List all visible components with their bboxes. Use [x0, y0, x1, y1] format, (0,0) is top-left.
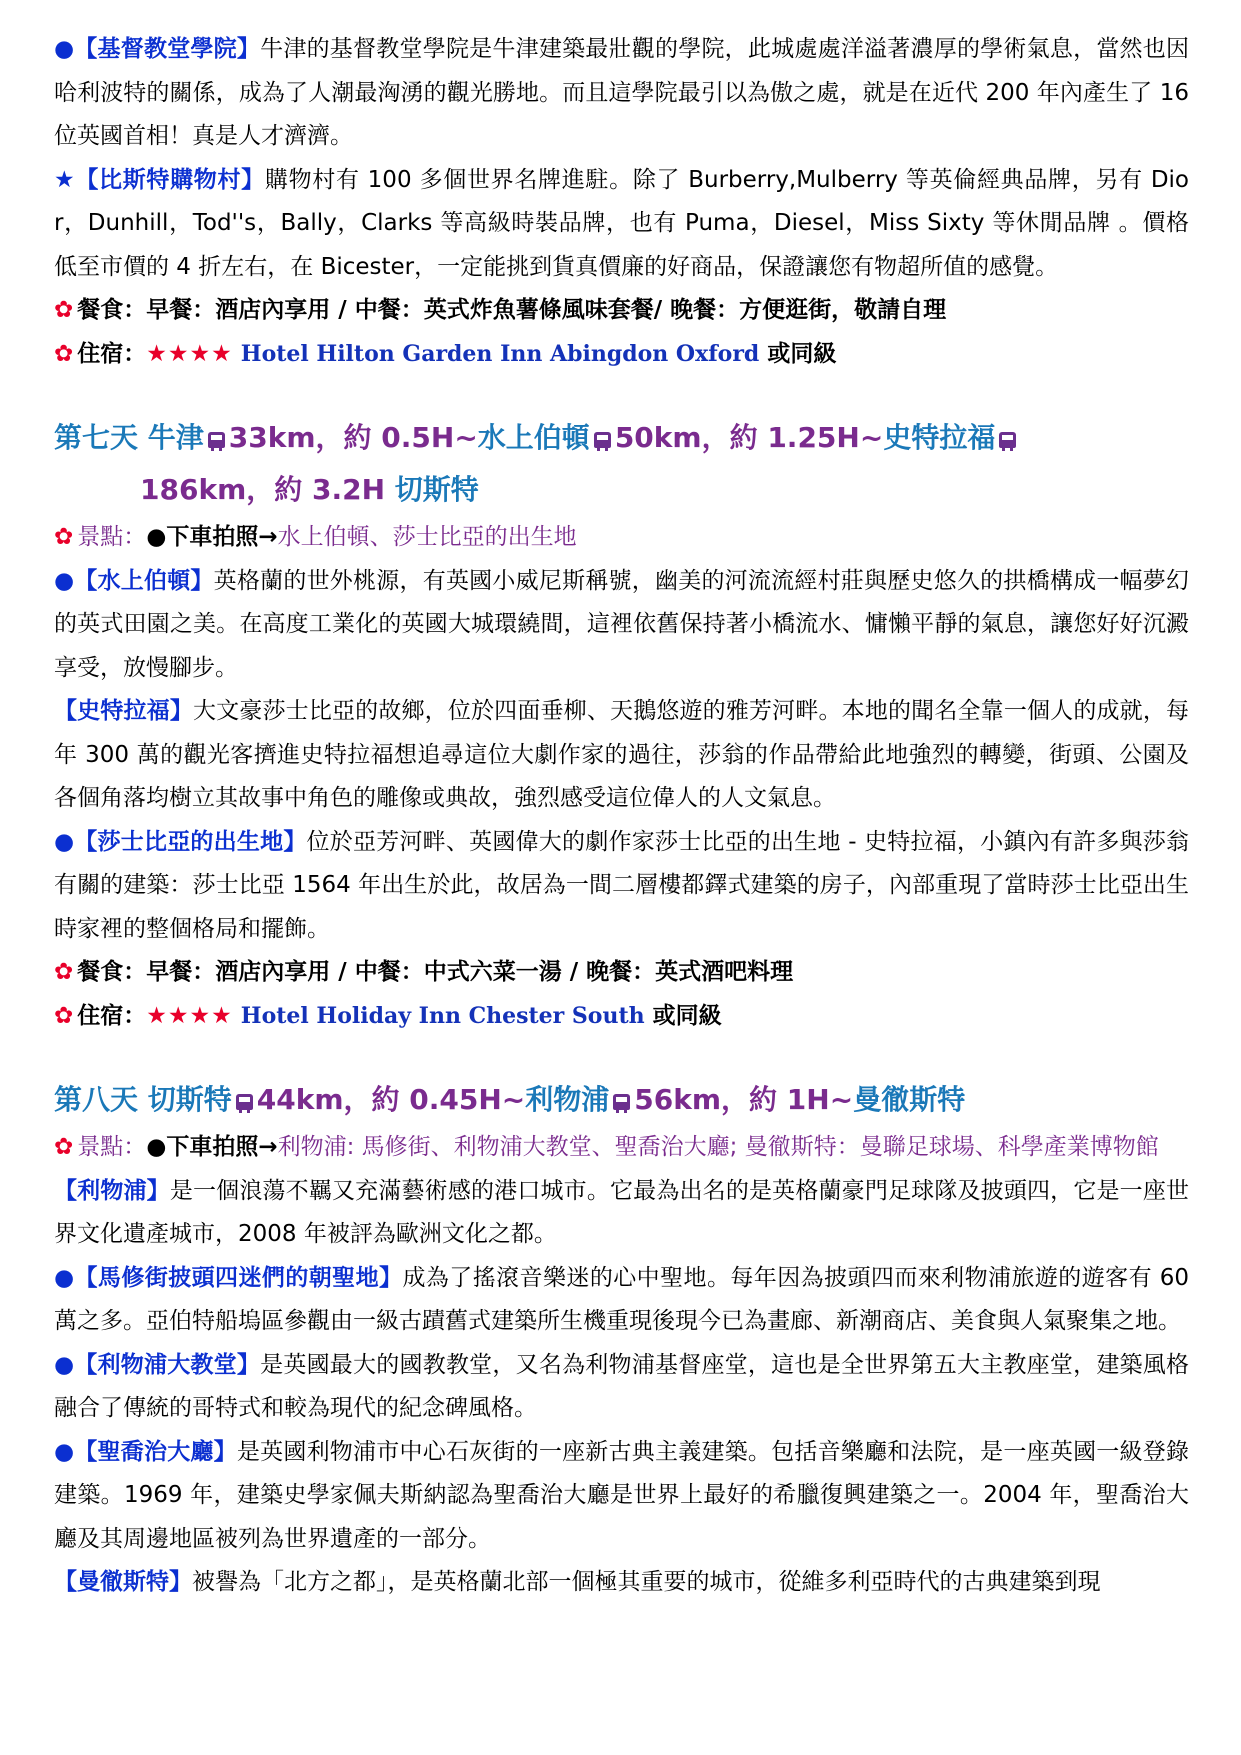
hotel-suffix: 或同級 — [644, 1002, 722, 1029]
section-title: 【利物浦】 — [54, 1177, 170, 1204]
flower-icon: ✿ — [54, 297, 74, 323]
route-distance: 33km，約 0.5H~ — [228, 421, 478, 454]
hotel-line — [54, 995, 1189, 1039]
flower-icon: ✿ — [54, 340, 74, 367]
section-title: 【曼徹斯特】 — [54, 1569, 192, 1595]
hotel-label: 住宿： — [77, 340, 147, 367]
bullet-icon: ● — [54, 567, 75, 594]
section-text: 是一個浪蕩不羈又充滿藝術感的港口城市。它最為出名的是英格蘭豪門足球隊及披頭四，它是一座世界文化遺產城市，2008 年被評為歐洲文化之都。 — [54, 1177, 1190, 1247]
bullet-icon: ● — [54, 36, 75, 62]
paragraph-stratford — [54, 690, 1189, 821]
bus-icon — [594, 432, 611, 448]
meal-line — [54, 951, 1189, 995]
paragraph-manchester — [54, 1561, 1189, 1605]
section-text: 是英國利物浦市中心石灰街的一座新古典主義建築。包括音樂廳和法院，是一座英國一級登錄建築。1969 年，建築史學家佩夫斯納認為聖喬治大廳是世界上最好的希臘復興建築之一。2004 年，聖喬治大廳及其周邊地區被列為世界遺產的一部分。 — [54, 1438, 1189, 1552]
spots-line — [54, 516, 1189, 560]
paragraph-liverpool-cathedral — [54, 1344, 1189, 1431]
star-icon: ★ — [54, 166, 76, 193]
meal-text: 餐食：早餐：酒店內享用 / 中餐：英式炸魚薯條風味套餐/ 晚餐：方便逛街，敬請自理 — [77, 297, 947, 323]
meal-text: 餐食：早餐：酒店內享用 / 中餐：中式六菜一湯 / 晚餐：英式酒吧料理 — [77, 959, 794, 985]
section-title: 【莎士比亞的出生地】 — [74, 828, 307, 855]
bus-icon — [999, 432, 1016, 448]
hotel-name: Hotel Holiday Inn Chester South — [240, 1002, 645, 1029]
hotel-stars: ★★★★ — [146, 1002, 233, 1029]
route-distance: 44km，約 0.45H~ — [256, 1083, 526, 1116]
route-distance: 50km，約 1.25H~ — [614, 421, 884, 454]
flower-icon: ✿ — [54, 1002, 74, 1029]
route-distance: 186km，約 3.2H — [140, 473, 395, 506]
spots-prefix: ●下車拍照→ — [146, 1134, 278, 1160]
section-title: 【基督教堂學院】 — [74, 36, 261, 62]
spots-label: 景點： — [77, 1134, 147, 1160]
route-city: 牛津 — [147, 421, 204, 454]
bus-icon — [236, 1094, 253, 1110]
section-title: 【史特拉福】 — [54, 698, 193, 724]
spots-list: 水上伯頓、莎士比亞的出生地 — [277, 524, 577, 550]
paragraph-mathew-street — [54, 1257, 1189, 1344]
section-text: 大文豪莎士比亞的故鄉，位於四面垂柳、天鵝悠遊的雅芳河畔。本地的聞名全靠一個人的成就，每年 300 萬的觀光客擠進史特拉福想追尋這位大劇作家的過往，莎翁的作品帶給此地強烈的轉變，街頭、公園及各個角落均樹立其故事中角色的雕像或典故，強烈感受這位偉人的人文氣息。 — [54, 698, 1190, 811]
spots-prefix: ●下車拍照→ — [146, 524, 278, 550]
bullet-icon: ● — [54, 1351, 75, 1378]
paragraph-st-georges-hall — [54, 1431, 1189, 1562]
section-title: 【馬修街披頭四迷們的朝聖地】 — [74, 1264, 403, 1291]
section-text: 是英國最大的國教教堂，又名為利物浦基督座堂，這也是全世界第五大主教座堂，建築風格融合了傳統的哥特式和較為現代的紀念碑風格。 — [54, 1351, 1189, 1421]
day8-heading — [54, 1074, 1189, 1126]
spots-line — [54, 1126, 1189, 1170]
section-text: 成為了搖滾音樂迷的心中聖地。每年因為披頭四而來利物浦旅遊的遊客有 60 萬之多。亞伯特船塢區參觀由一級古蹟舊式建築所生機重現後現今已為畫廊、新潮商店、美食與人氣聚集之地。 — [54, 1264, 1190, 1334]
flower-icon: ✿ — [54, 1134, 74, 1160]
spots-list: 利物浦: 馬修街、利物浦大教堂、聖喬治大廳; 曼徹斯特：曼聯足球場、科學產業博物館 — [277, 1134, 1159, 1160]
section-text: 位於亞芳河畔、英國偉大的劇作家莎士比亞的出生地 - 史特拉福，小鎮內有許多與莎翁有關的建築：莎士比亞 1564 年出生於此，故居為一間二層樓都鐸式建築的房子，內部重現了當時莎士比亞出生時家裡的整個格局和擺飾。 — [54, 828, 1189, 942]
hotel-stars: ★★★★ — [146, 340, 233, 367]
route-city: 曼徹斯特 — [853, 1083, 966, 1116]
section-title: 【水上伯頓】 — [74, 567, 214, 594]
section-text: 被譽為「北方之都」，是英格蘭北部一個極其重要的城市，從維多利亞時代的古典建築到現 — [192, 1569, 1101, 1595]
meal-line — [54, 289, 1189, 333]
hotel-suffix: 或同級 — [759, 340, 837, 367]
itinerary-page — [54, 28, 1189, 1605]
hotel-name: Hotel Hilton Garden Inn Abingdon Oxford — [240, 340, 760, 367]
paragraph-shakespeare-birthplace — [54, 821, 1189, 952]
section-title: 【聖喬治大廳】 — [74, 1438, 237, 1465]
hotel-line — [54, 333, 1189, 377]
day7-heading — [54, 412, 1189, 516]
paragraph-bourton — [54, 560, 1189, 691]
day-label: 第七天 — [54, 421, 139, 454]
bullet-icon: ● — [54, 1438, 75, 1465]
section-title: 【比斯特購物村】 — [75, 166, 265, 193]
route-city: 切斯特 — [147, 1083, 232, 1116]
section-title: 【利物浦大教堂】 — [74, 1351, 261, 1378]
bus-icon — [613, 1094, 630, 1110]
day-label: 第八天 — [54, 1083, 139, 1116]
bus-icon — [208, 432, 225, 448]
route-city: 水上伯頓 — [477, 421, 590, 454]
paragraph-bicester — [54, 159, 1189, 290]
section-text: 牛津的基督教堂學院是牛津建築最壯觀的學院，此城處處洋溢著濃厚的學術氣息，當然也因哈利波特的關係，成為了人潮最洶湧的觀光勝地。而且這學院最引以為傲之處，就是在近代 200 年內產生了 16 位英國首相！真是人才濟濟。 — [54, 36, 1189, 149]
section-text: 英格蘭的世外桃源，有英國小威尼斯稱號，幽美的河流流經村莊與歷史悠久的拱橋構成一幅夢幻的英式田園之美。在高度工業化的英國大城環繞間，這裡依舊保持著小橋流水、慵懶平靜的氣息，讓您好好沉澱享受，放慢腳步。 — [54, 567, 1190, 681]
spots-label: 景點： — [77, 524, 147, 550]
route-city: 史特拉福 — [883, 421, 996, 454]
paragraph-liverpool — [54, 1170, 1189, 1257]
section-text: 購物村有 100 多個世界名牌進駐。除了 Burberry,Mulberry 等英倫經典品牌，另有 Dior，Dunhill，Tod''s，Bally，Clarks 等高級時裝品牌，也有 Puma，Diesel，Miss Sixty 等休閒品牌 。價格低至市價的 4 折左右，在 Bicester，一定能挑到貨真價廉的好商品，保證讓您有物超所值的感覺。 — [54, 166, 1190, 280]
route-city: 利物浦 — [525, 1083, 610, 1116]
hotel-label: 住宿： — [77, 1002, 147, 1029]
flower-icon: ✿ — [54, 959, 74, 985]
bullet-icon: ● — [54, 1264, 75, 1291]
paragraph-christ-church — [54, 28, 1189, 159]
route-city: 切斯特 — [394, 473, 479, 506]
bullet-icon: ● — [54, 828, 75, 855]
flower-icon: ✿ — [54, 524, 74, 550]
route-distance: 56km，約 1H~ — [634, 1083, 854, 1116]
